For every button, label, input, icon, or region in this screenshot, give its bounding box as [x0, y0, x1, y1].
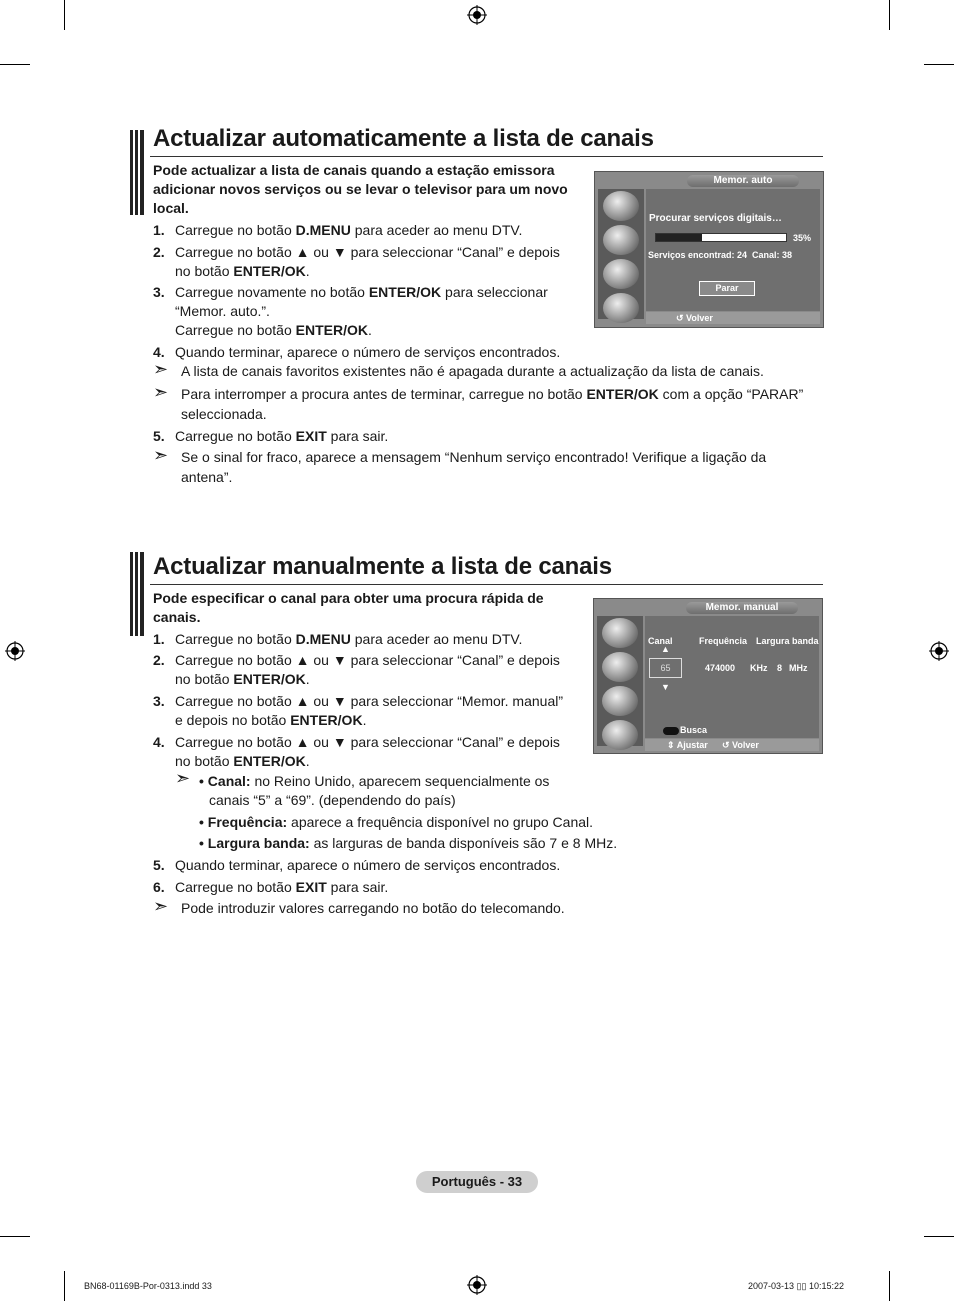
registration-mark-icon — [5, 641, 25, 661]
bandwidth-value: 8 — [777, 663, 783, 673]
down-arrow-icon[interactable]: ▼ — [661, 682, 670, 692]
crop-mark — [0, 64, 30, 65]
section-title: Actualizar manualmente a lista de canais — [153, 553, 612, 580]
section-marker — [130, 552, 144, 636]
channel-input[interactable]: 65 — [649, 658, 682, 678]
search-hint[interactable]: Busca — [680, 725, 708, 735]
progress-fill — [656, 234, 702, 241]
step-item: 2. Carregue no botão ▲ ou ▼ para seleccionar “Canal” e depois no botão ENTER/OK. — [153, 244, 560, 279]
step-item: 4. Carregue no botão ▲ ou ▼ para seleccionar “Canal” e depois no botão ENTER/OK. — [153, 734, 560, 769]
crop-mark — [924, 64, 954, 65]
crop-mark — [0, 1236, 30, 1237]
input-icon — [602, 720, 638, 750]
crop-mark — [889, 0, 890, 30]
step-item: 3. Carregue no botão ▲ ou ▼ para seleccionar “Memor. manual” e depois no botão ENTER/OK. — [153, 693, 564, 728]
section-divider — [150, 156, 823, 157]
section-marker — [130, 130, 144, 215]
registration-mark-icon — [467, 1275, 487, 1295]
tv-menu-sidebar — [598, 189, 644, 319]
satellite-icon — [603, 191, 639, 221]
section-intro: Pode actualizar a lista de canais quando a estação emissora adicionar novos serviços ou se levar o televisor para um novo local. — [153, 162, 568, 216]
section-divider — [150, 584, 823, 585]
registration-mark-icon — [467, 5, 487, 25]
column-channel: Canal — [648, 636, 673, 646]
search-key-icon — [663, 727, 679, 735]
bullet-item: • Canal: no Reino Unido, aparecem sequencialmente os — [199, 773, 550, 789]
step-item: 3. Carregue novamente no botão ENTER/OK para seleccionar “Memor. auto.”. Carregue no botão ENTER/OK. — [153, 284, 548, 338]
searching-label: Procurar serviços digitais… — [649, 213, 782, 224]
column-frequency: Frequência — [699, 636, 748, 646]
section-title: Actualizar automaticamente a lista de canais — [153, 125, 654, 152]
note-item: ➣ Pode introduzir valores carregando no botão do telecomando. — [153, 896, 565, 916]
services-found: Serviços encontrad: 24 — [648, 250, 748, 260]
current-channel: Canal: 38 — [752, 250, 793, 260]
note-item: ➣ Se o sinal for fraco, aparece a mensagem “Nenhum serviço encontrado! Verifique a ligação da antena”. — [153, 445, 767, 485]
step-item: 2. Carregue no botão ▲ ou ▼ para seleccionar “Canal” e depois no botão ENTER/OK. — [153, 652, 560, 687]
note-arrow: ➣ — [175, 768, 191, 788]
back-hint[interactable]: ↺ Volver — [676, 313, 713, 323]
tv-menu-footer — [646, 312, 820, 324]
step-item: 6. Carregue no botão EXIT para sair. — [153, 879, 389, 895]
stop-button[interactable]: Parar — [699, 281, 755, 296]
tv-menu-manual-store — [593, 598, 823, 754]
tv-menu-footer — [645, 739, 819, 751]
column-bandwidth: Largura banda — [756, 636, 819, 646]
up-arrow-icon[interactable]: ▲ — [661, 644, 670, 654]
adjust-hint[interactable]: ⇕ Ajustar — [667, 740, 708, 750]
input-icon — [603, 293, 639, 323]
note-item: ➣ Para interromper a procura antes de terminar, carregue no botão ENTER/OK com a opção “PARAR” seleccionada. — [153, 382, 804, 422]
back-hint[interactable]: ↺ Volver — [722, 740, 759, 750]
file-info: BN68-01169B-Por-0313.indd 33 — [84, 1281, 212, 1291]
note-item: ➣ A lista de canais favoritos existentes não é apagada durante a actualização da lista de canais. — [153, 359, 764, 379]
tv-menu-title: Memor. auto — [687, 175, 799, 187]
setup-icon — [603, 259, 639, 289]
bullet-item: • Largura banda: as larguras de banda disponíveis são 7 e 8 MHz. — [199, 835, 618, 851]
tv-menu-auto-store — [594, 171, 824, 328]
satellite-icon — [602, 618, 638, 648]
crop-mark — [889, 1271, 890, 1301]
registration-mark-icon — [929, 641, 949, 661]
channel-icon — [602, 652, 638, 682]
setup-icon — [602, 686, 638, 716]
bullet-item: • Frequência: aparece a frequência disponível no grupo Canal. — [199, 814, 594, 830]
step-item: 1. Carregue no botão D.MENU para aceder ao menu DTV. — [153, 631, 523, 647]
tv-menu-sidebar — [597, 616, 643, 746]
progress-label: 35% — [793, 233, 812, 243]
frequency-unit: KHz — [750, 663, 768, 673]
crop-mark — [64, 1271, 65, 1301]
crop-mark — [64, 0, 65, 30]
progress-bar — [655, 233, 787, 242]
step-item: 4. Quando terminar, aparece o número de serviços encontrados. — [153, 344, 561, 360]
section-intro: Pode especificar o canal para obter uma procura rápida de canais. — [153, 590, 544, 625]
page-number-badge: Português - 33 — [416, 1171, 538, 1193]
bandwidth-unit: MHz — [789, 663, 808, 673]
step-item: 1. Carregue no botão D.MENU para aceder ao menu DTV. — [153, 222, 523, 238]
print-date: 2007-03-13 ▯▯ 10:15:22 — [748, 1281, 844, 1291]
frequency-value: 474000 — [705, 663, 736, 673]
step-item: 5. Carregue no botão EXIT para sair. — [153, 428, 389, 444]
crop-mark — [924, 1236, 954, 1237]
step-item: 5. Quando terminar, aparece o número de serviços encontrados. — [153, 857, 561, 873]
tv-menu-title: Memor. manual — [686, 602, 798, 614]
bullet-item-continued: canais “5” a “69”. (dependendo do país) — [209, 792, 456, 808]
channel-icon — [603, 225, 639, 255]
